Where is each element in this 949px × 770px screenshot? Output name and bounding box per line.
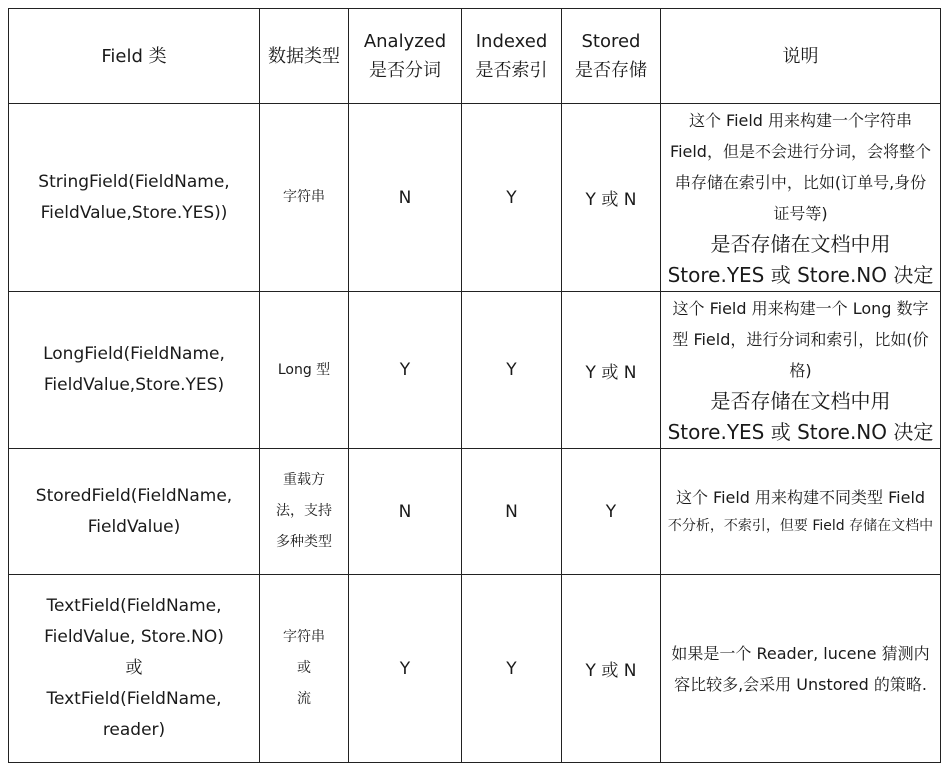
header-description: 说明 [661,9,941,104]
header-data-type: 数据类型 [260,9,349,104]
description-cell: 这个 Field 用来构建一个字符串 Field，但是不会进行分词，会将整个串存储在索引中，比如(订单号,身份证号等) 是否存储在文档中用 Store.YES 或 Store.NO 决定 [661,104,941,292]
data-type-cell: Long 型 [260,292,349,449]
header-analyzed: Analyzed 是否分词 [349,9,462,104]
stored-cell: Y 或 N [562,292,661,449]
indexed-cell: Y [462,104,562,292]
data-type-cell: 重载方 法，支持 多种类型 [260,449,349,575]
header-field-class: Field 类 [9,9,260,104]
description-cell: 这个 Field 用来构建不同类型 Field 不分析，不索引，但要 Field 存储在文档中 [661,449,941,575]
stored-cell: Y 或 N [562,104,661,292]
description-cell: 如果是一个 Reader, lucene 猜测内容比较多,会采用 Unstored 的策略. [661,575,941,763]
data-type-cell: 字符串 [260,104,349,292]
field-class-cell: LongField(FieldName, FieldValue,Store.YES) [9,292,260,449]
analyzed-cell: N [349,104,462,292]
header-indexed: Indexed 是否索引 [462,9,562,104]
data-type-cell: 字符串 或 流 [260,575,349,763]
indexed-cell: Y [462,575,562,763]
indexed-cell: Y [462,292,562,449]
table-row [9,449,941,575]
description-cell: 这个 Field 用来构建一个 Long 数字型 Field，进行分词和索引，比如(价格) 是否存储在文档中用 Store.YES 或 Store.NO 决定 [661,292,941,449]
table-row [9,575,941,763]
analyzed-cell: Y [349,292,462,449]
analyzed-cell: Y [349,575,462,763]
field-class-cell: StringField(FieldName, FieldValue,Store.YES)) [9,104,260,292]
stored-cell: Y 或 N [562,575,661,763]
field-types-table [8,8,941,763]
indexed-cell: N [462,449,562,575]
table-row [9,292,941,449]
header-stored: Stored 是否存储 [562,9,661,104]
field-class-cell: StoredField(FieldName, FieldValue) [9,449,260,575]
field-class-cell: TextField(FieldName, FieldValue, Store.NO) 或 TextField(FieldName, reader) [9,575,260,763]
stored-cell: Y [562,449,661,575]
analyzed-cell: N [349,449,462,575]
header-row [9,9,941,104]
table-row [9,104,941,292]
